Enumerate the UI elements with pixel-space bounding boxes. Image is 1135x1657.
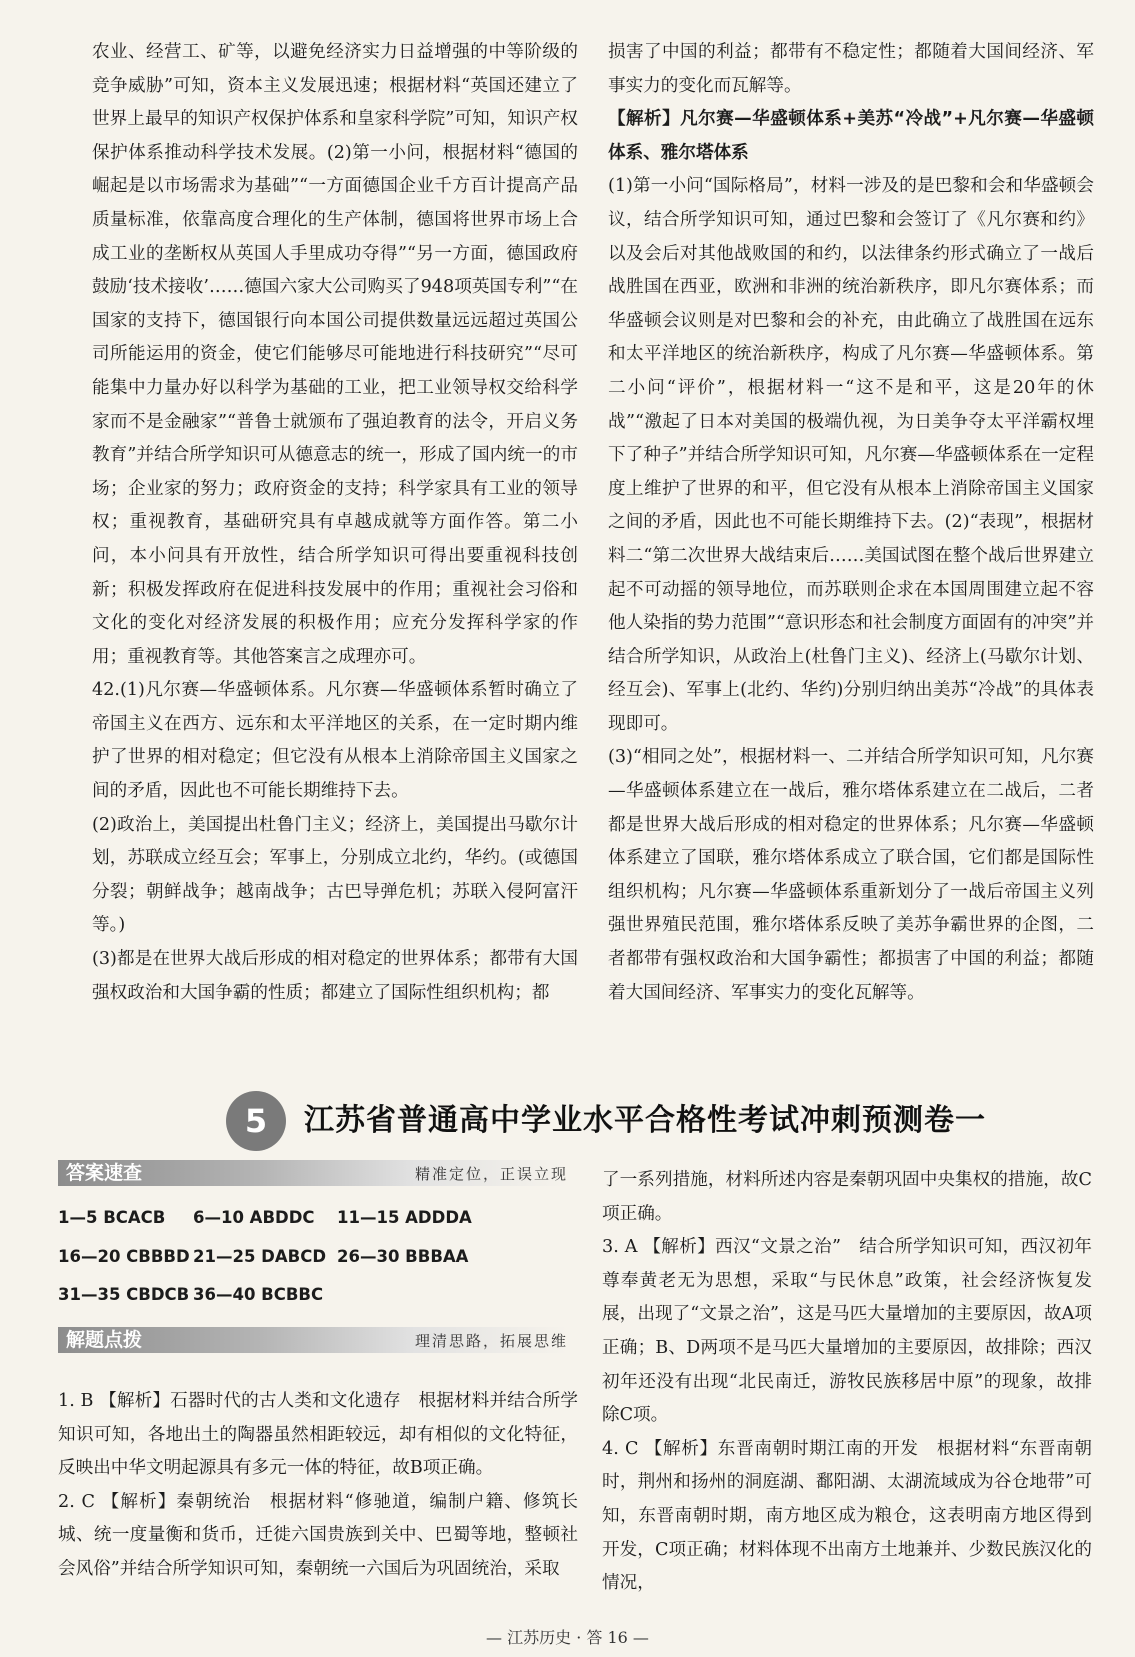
right-paragraph-1: 损害了中国的利益；都带有不稳定性；都随着大国间经济、军事实力的变化而瓦解等。 [608, 42, 1094, 96]
answer-row-1-c: 11—15 ADDDA [337, 1208, 472, 1227]
answer-row-2-a: 16—20 CBBBD [58, 1247, 190, 1266]
hint-2: 2. C 【解析】秦朝统治 根据材料“修驰道，编制户籍、修筑长城、统一度量衡和货币，迁徙六国贵族到关中、巴蜀等地，整顿社会风俗”并结合所学知识可知，秦朝统一六国后为巩固统治，采取 [58, 1491, 578, 1579]
answers-bar-label: 答案速查 [66, 1162, 143, 1184]
answer-row-1-b: 6—10 ABDDC [193, 1208, 315, 1227]
hint-2-continued: 了一系列措施，材料所述内容是秦朝巩固中央集权的措施，故C项正确。 [602, 1170, 1092, 1224]
left-column [92, 36, 578, 1010]
answers-bar [58, 1160, 568, 1186]
answer-row-2-c: 26—30 BBBAA [337, 1247, 469, 1266]
section-title: 江苏省普通高中学业水平合格性考试冲刺预测卷一 [304, 1103, 986, 1138]
section-number-badge: 5 [226, 1091, 286, 1151]
bottom-left-column [58, 1385, 578, 1587]
left-paragraph-3: (2)政治上，美国提出杜鲁门主义；经济上，美国提出马歇尔计划，苏联成立经互会；军事上，分别成立北约，华约。(或德国分裂；朝鲜战争；越南战争；古巴导弹危机；苏联入侵阿富汗等。) [92, 814, 578, 936]
left-paragraph-4: (3)都是在世界大战后形成的相对稳定的世界体系；都带有大国强权政治和大国争霸的性质；都建立了国际性组织机构；都 [92, 949, 578, 1003]
hint-1: 1. B 【解析】石器时代的古人类和文化遗存 根据材料并结合所学知识可知，各地出土的陶器虽然相距较远，却有相似的文化特征，反映出中华文明起源具有多元一体的特征，故B项正确。 [58, 1391, 578, 1479]
page-footer: — 江苏历史 · 答 16 — [486, 1628, 649, 1647]
right-analysis-heading: 【解析】凡尔赛—华盛顿体系+美苏“冷战”+凡尔赛—华盛顿体系、雅尔塔体系 [608, 109, 1094, 163]
right-paragraph-3: (3)“相同之处”，根据材料一、二并结合所学知识可知，凡尔赛—华盛顿体系建立在一战后，雅尔塔体系建立在二战后，二者都是世界大战后形成的相对稳定的世界体系；凡尔赛—华盛顿体系建立了国联，雅尔塔体系成立了联合国，它们都是国际性组织机构；凡尔赛—华盛顿体系重新划分了一战后帝国主义列强世界殖民范围，雅尔塔体系反映了美苏争霸世界的企图，二者都带有强权政治和大国争霸性；都损害了中国的利益；都随着大国间经济、军事实力的变化瓦解等。 [608, 747, 1094, 1003]
answers-bar-motto: 精准定位，正误立现 [414, 1165, 568, 1183]
answer-row-2-b: 21—25 DABCD [193, 1247, 327, 1266]
hint-3: 3. A 【解析】西汉“文景之治” 结合所学知识可知，西汉初年尊奉黄老无为思想，采取“与民休息”政策，社会经济恢复发展，出现了“文景之治”，这是马匹大量增加的主要原因，故A项正确；B、D两项不是马匹大量增加的主要原因，故排除；西汉初年还没有出现“北民南迁，游牧民族移居中原”的现象，故排除C项。 [602, 1237, 1092, 1426]
right-column [608, 36, 1094, 1010]
answer-row-1-a: 1—5 BCACB [58, 1208, 166, 1227]
left-paragraph-2: 42.(1)凡尔赛—华盛顿体系。凡尔赛—华盛顿体系暂时确立了帝国主义在西方、远东和太平洋地区的关系，在一定时期内维护了世界的相对稳定；但它没有从根本上消除帝国主义国家之间的矛盾，因此也不可能长期维持下去。 [92, 680, 578, 802]
answer-row-3-a: 31—35 CBDCB [58, 1285, 190, 1304]
hints-bar-motto: 理清思路，拓展思维 [414, 1332, 568, 1350]
bottom-right-column [602, 1164, 1092, 1601]
hints-bar-label: 解题点拨 [66, 1329, 143, 1351]
hints-bar [58, 1327, 568, 1353]
right-paragraph-2: (1)第一小问“国际格局”，材料一涉及的是巴黎和会和华盛顿会议，结合所学知识可知，通过巴黎和会签订了《凡尔赛和约》以及会后对其他战败国的和约，以法律条约形式确立了一战后战胜国在西亚，欧洲和非洲的统治新秩序，即凡尔赛体系；而华盛顿会议则是对巴黎和会的补充，由此确立了战胜国在远东和太平洋地区的统治新秩序，构成了凡尔赛—华盛顿体系。第二小问“评价”，根据材料一“这不是和平，这是20年的休战”“激起了日本对美国的极端仇视，为日美争夺太平洋霸权埋下了种子”并结合所学知识可知，凡尔赛—华盛顿体系在一定程度上维护了世界的和平，但它没有从根本上消除帝国主义国家之间的矛盾，因此也不可能长期维持下去。(2)“表现”，根据材料二“第二次世界大战结束后……美国试图在整个战后世界建立起不可动摇的领导地位，而苏联则企求在本国周围建立起不容他人染指的势力范围”“意识形态和社会制度方面固有的冲突”并结合所学知识，从政治上(杜鲁门主义)、经济上(马歇尔计划、经互会)、军事上(北约、华约)分别归纳出美苏“冷战”的具体表现即可。 [608, 176, 1094, 734]
hint-4: 4. C 【解析】东晋南朝时期江南的开发 根据材料“东晋南朝时，荆州和扬州的洞庭湖、鄱阳湖、太湖流域成为谷仓地带”可知，东晋南朝时期，南方地区成为粮仓，这表明南方地区得到开发，C项正确；材料体现不出南方土地兼并、少数民族汉化的情况， [602, 1438, 1092, 1594]
answer-row-3-b: 36—40 BCBBC [193, 1285, 324, 1304]
left-paragraph-1: 农业、经营工、矿等，以避免经济实力日益增强的中等阶级的竞争威胁”可知，资本主义发展迅速；根据材料“英国还建立了世界上最早的知识产权保护体系和皇家科学院”可知，知识产权保护体系推动科学技术发展。(2)第一小问，根据材料“德国的崛起是以市场需求为基础”“一方面德国企业千方百计提高产品质量标准，依靠高度合理化的生产体制，德国将世界市场上合成工业的垄断权从英国人手里成功夺得”“另一方面，德国政府鼓励‘技术接收’……德国六家大公司购买了948项英国专利”“在国家的支持下，德国银行向本国公司提供数量远远超过英国公司所能运用的资金，使它们能够尽可能地进行科技研究”“尽可能集中力量办好以科学为基础的工业，把工业领导权交给科学家而不是金融家”“普鲁士就颁布了强迫教育的法令，开启义务教育”并结合所学知识可从德意志的统一，形成了国内统一的市场；企业家的努力；政府资金的支持；科学家具有工业的领导权；重视教育，基础研究具有卓越成就等方面作答。第二小问，本小问具有开放性，结合所学知识可得出要重视科技创新；积极发挥政府在促进科技发展中的作用；重视社会习俗和文化的变化对经济发展的积极作用；应充分发挥科学家的作用；重视教育等。其他答案言之成理亦可。 [92, 42, 578, 667]
